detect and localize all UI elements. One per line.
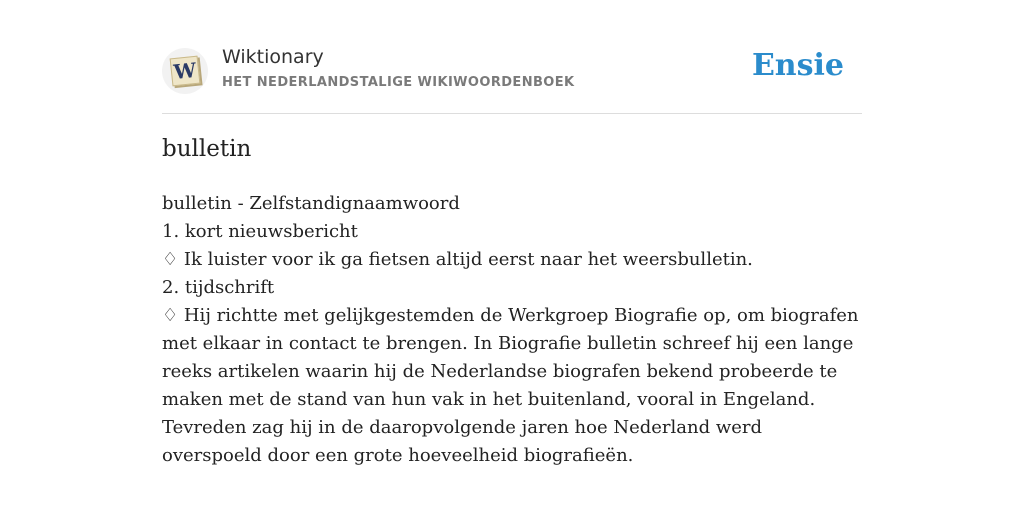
logo-letter: W	[172, 57, 198, 85]
ensie-brand-logo[interactable]: Ensie	[751, 48, 844, 83]
entry-line-definition-1: 1. kort nieuwsbericht	[162, 221, 358, 242]
logo-tile-icon	[170, 56, 201, 87]
entry-title: bulletin	[162, 136, 252, 162]
entry-line-word-type: bulletin - Zelfstandignaamwoord	[162, 193, 460, 214]
site-name[interactable]: Wiktionary	[222, 46, 324, 68]
entry-body	[162, 190, 864, 470]
entry-line-definition-2: 2. tijdschrift	[162, 277, 275, 298]
site-header	[162, 44, 862, 114]
entry-line-example-1: ♢ Ik luister voor ik ga fietsen altijd eerst naar het weersbulletin.	[162, 249, 753, 270]
wiktionary-logo[interactable]	[162, 48, 208, 94]
site-tagline: HET NEDERLANDSTALIGE WIKIWOORDENBOEK	[222, 75, 575, 90]
entry-line-example-2: ♢ Hij richtte met gelijkgestemden de Werkgroep Biografie op, om biografen met elkaar in contact te brengen. In Biografie bulletin schreef hij een lange reeks artikelen waarin hij de Nederlandse biografen bekend probeerde te maken met de stand van hun vak in het buitenland, vooral in Engeland. Tevreden zag hij in de daaropvolgende jaren hoe Nederland werd overspoeld door een grote hoeveelheid biografieën.	[162, 305, 859, 466]
